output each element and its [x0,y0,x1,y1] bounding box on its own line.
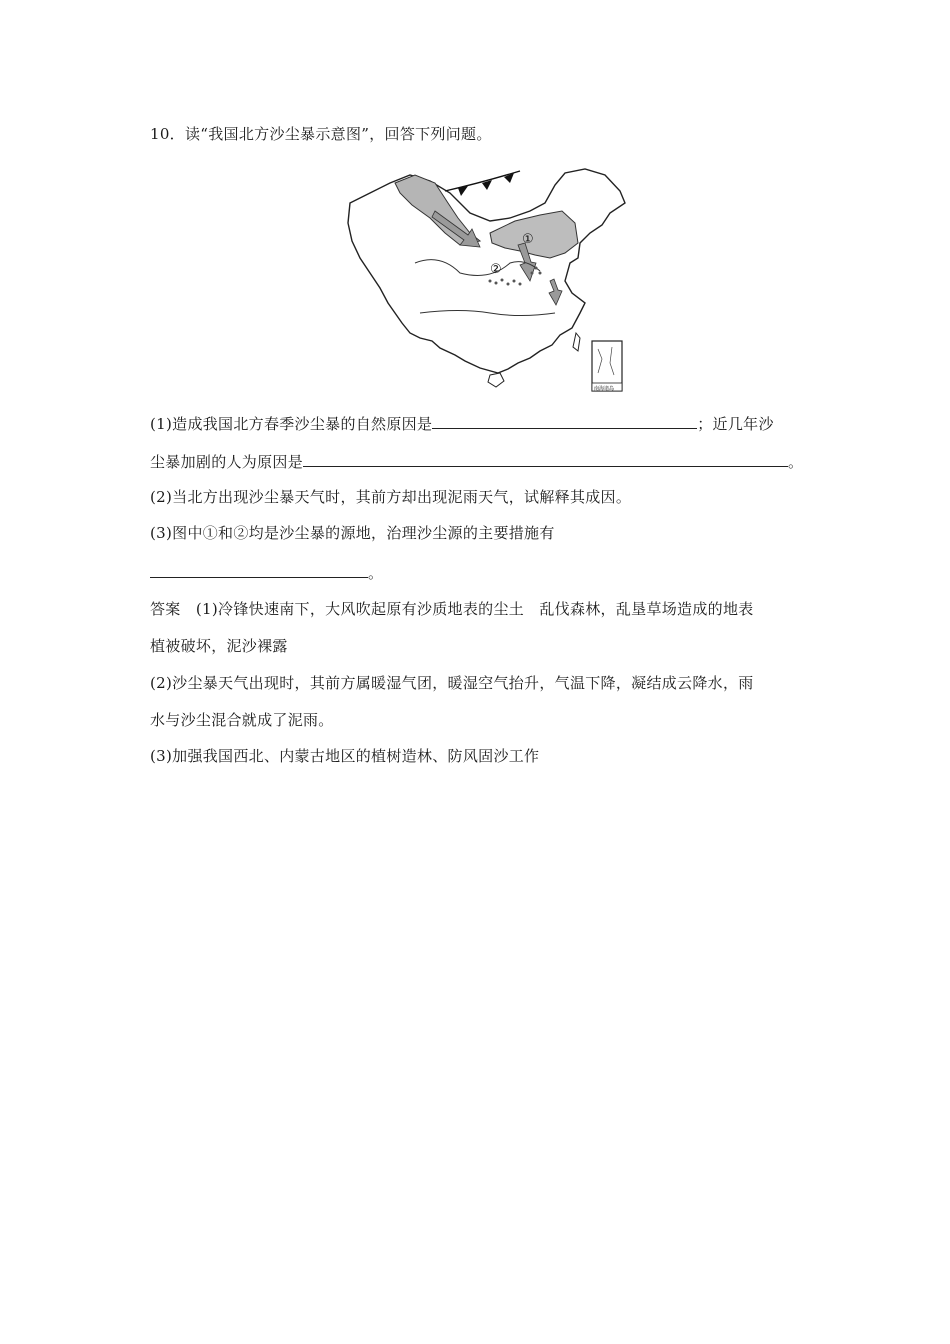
marker-2: ② [490,262,502,277]
q1-text-a: (1)造成我国北方春季沙尘暴的自然原因是 [150,415,433,433]
q1-end: 。 [788,453,804,471]
answer-line4: 水与沙尘混合就成了泥雨。 [150,711,334,729]
q1-text-b: ；近几年沙 [697,415,774,433]
q1-line2 [150,450,803,472]
q1-blank-human[interactable] [303,450,788,467]
answer-line5: (3)加强我国西北、内蒙古地区的植树造林、防风固沙工作 [150,747,540,765]
sandstorm-map [340,163,630,395]
china-outline [348,169,625,373]
q3-line2 [150,561,383,583]
inset-label: 南海诸岛 [594,386,615,392]
q1-blank-natural[interactable] [432,412,697,429]
q1-line1 [150,412,774,434]
answer-line2: 植被破坏，泥沙裸露 [150,637,288,655]
answer-line3: (2)沙尘暴天气出现时，其前方属暖湿气团，暖湿空气抬升，气温下降，凝结成云降水，雨 [150,674,754,692]
marker-1: ① [522,232,534,247]
question-title: 10．读“我国北方沙尘暴示意图”，回答下列问题。 [150,125,492,143]
answer-line1: 答案 (1)冷锋快速南下，大风吹起原有沙质地表的尘土 乱伐森林，乱垦草场造成的地表 [150,600,754,618]
q1-text-c: 尘暴加剧的人为原因是 [150,453,304,471]
q3-text: (3)图中①和②均是沙尘暴的源地，治理沙尘源的主要措施有 [150,524,555,542]
hainan-island [488,373,504,387]
q3-blank[interactable] [150,561,368,578]
q2-text: (2)当北方出现沙尘暴天气时，其前方却出现泥雨天气，试解释其成因。 [150,488,632,506]
q3-end: 。 [368,564,384,582]
taiwan-island [573,333,580,351]
